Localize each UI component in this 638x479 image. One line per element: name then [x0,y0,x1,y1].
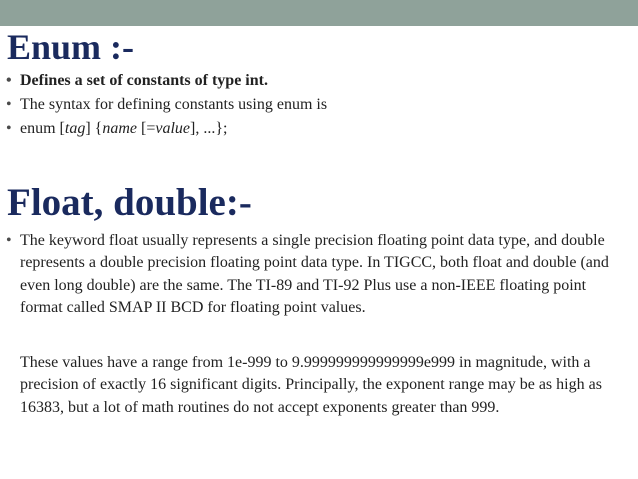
syntax-value-param: value [155,120,191,137]
syntax-tag-param: tag [64,120,86,137]
list-item [0,69,600,93]
list-item [0,93,600,117]
syntax-text: enum [ [20,120,65,137]
enum-syntax-line [20,120,227,137]
bullet-icon: • [6,96,12,113]
enum-definition-text: Defines a set of constants of type int. [20,72,268,89]
enum-syntax-intro-text: The syntax for defining constants using enum is [20,96,328,113]
float-double-heading: Float, double:- [7,181,252,224]
top-bar [0,0,638,26]
float-paragraph-2: These values have a range from 1e-999 to 9.999999999999999e999 in magnitude, with a precision of exactly 16 significant digits. Principally, the exponent range may be as high as 16383, but a lot of math routines do not accept exponents greater than 999. [20,354,602,416]
bullet-icon: • [6,232,12,249]
enum-bullet-list [0,69,600,141]
enum-heading: Enum :- [7,27,135,67]
syntax-text: ] { [85,120,103,137]
list-item [0,117,600,141]
list-item [0,230,620,320]
float-bullet-list [0,230,620,320]
bullet-icon: • [6,72,12,89]
float-paragraph-1: The keyword float usually represents a single precision floating point data type, and double represents a double precision floating point data type. In TIGCC, both float and double (and even long double) are the same. The TI-89 and TI-92 Plus use a non-IEEE floating point format called SMAP II BCD for floating point values. [20,232,609,317]
syntax-text: [= [137,120,156,137]
syntax-text: ], ...}; [190,120,228,137]
syntax-name-param: name [102,120,137,137]
bullet-icon: • [6,120,12,137]
